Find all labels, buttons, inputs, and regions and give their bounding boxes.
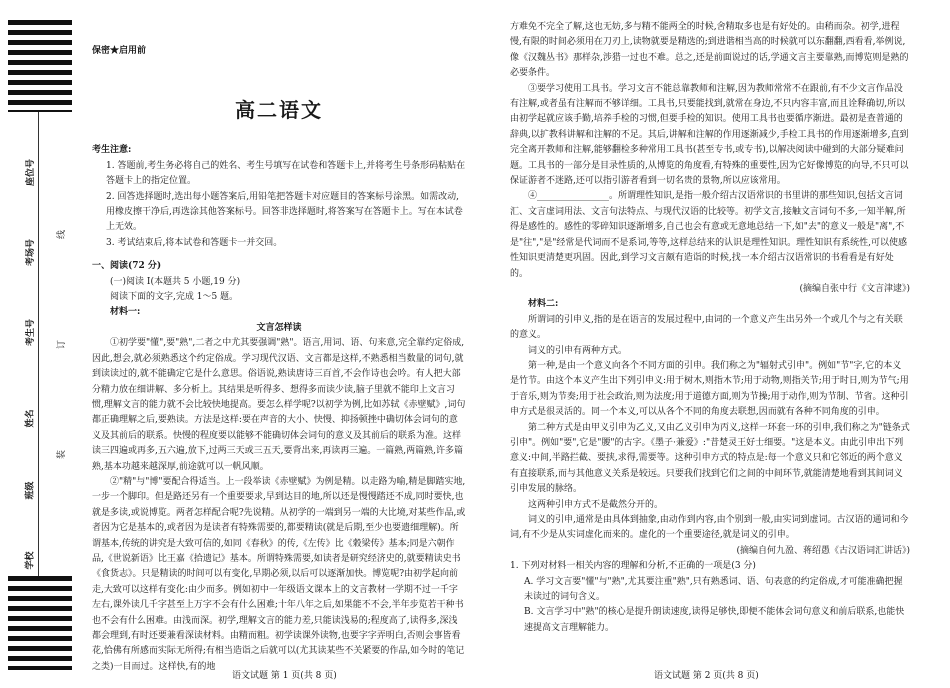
paragraph-4: ④________________。所谓理性知识,是指一般介绍古汉语常识的书里讲的那些知识,包括文言词汇、文言虚词用法、文言句法特点、与现代汉语的比较等。初学文言,接触文言词句不多,一知半解,所得是感性的。感性的零碎知识逐渐增多,自己也会有意或无意地总结一下,如"去"的意义一般是"离",不是"往","是"经常是代词而不是系词,等等,这样总结来的认识是理性知识。理性知识有系统性,可以使感性知识更清楚更巩固。因此,到学习文言颇有造诣的时候,找一本介绍古汉语常识的书看看是有好处的。	[510, 191, 908, 279]
note-1: 1. 答题前,考生务必将自己的姓名、考生号填写在试卷和答题卡上,并将考生号条形码粘贴在答题卡上的指定位置。	[106, 160, 466, 187]
source-1: (摘编自张中行《文言津逮》)	[799, 283, 910, 294]
bottom-binding-stripes	[8, 576, 72, 670]
seat-number-label: 座位号	[26, 158, 37, 187]
m2-paragraph-4: 第二种方式是由甲义引申为乙义,又由乙义引申为丙义,这样一环套一环的引申,我们称之为"链条式引申"。例如"要",它是"腰"的古字。《墨子·兼爱》:"昔楚灵王好士细要。"这是本义。由此引申出下列意义:中间,半路拦截、要挟,求得,需要等。这种引申方式的特点是:每一个意义只和它邻近的两个意义有直接联系,而与其他意义关系是较远。只要我们找到它们之间的中间环节,就能清楚地看到其间词义引申发展的脉络。	[510, 422, 910, 495]
binding-margin	[0, 0, 90, 688]
candidate-number-label: 考生号	[26, 318, 37, 347]
m2-paragraph-3: 第一种,是由一个意义向各个不同方面的引申。我们称之为"辐射式引申"。例如"节"字,它的本义是竹节。由这个本义产生出下列引申义:用于树木,则指木节;用于动物,则指关节;用于时日,则为节气;用于音乐,则为节奏;用于社会政治,则为法度;用于道德方面,则为节操;用于动作,则为节制、节省。这种引申方式是很灵活的。同一个本义,可以从各个不同的角度去联想,因而就有各种不同角度的引申。	[510, 360, 909, 418]
class-label: 班级	[25, 481, 36, 500]
subsection-heading: (一)阅读 I(本题共 5 小题,19 分)	[110, 276, 241, 287]
bind-mark: 订	[57, 339, 68, 350]
material-1-label: 材料一:	[110, 307, 141, 318]
source-2: (摘编自何九盈、蒋绍愚《古汉语词汇讲话》)	[736, 545, 910, 556]
paragraph-2: ②"精"与"博"要配合得适当。上一段举读《赤壁赋》为例是精。以走路为喻,精是脚踏实地,一步一个脚印。但是路还另有一个重要要求,早到达目的地,所以还是慢慢踏还不成,同时要快,也就是多读,或说博览。两者怎样配合呢?先说精。从初学的一端到另一端的大比境,对某些作品,或者因为它是基本的,或者因为是读者有特殊需要的,都要精读(就是后期,至少也要遗细理解)。所谓基本,传统的讲究是大致可信的,如同《春秋》的传,《左传》比《穀梁传》基本;同是六朝作品,《世说新语》比王嘉《拾遗记》基本。所谓特殊需要,如读者是研究经济史的,就要精读史书《食货志》。只是精读的时间可以有变化,早期必须,以后可以逐渐加快。博览呢?由初学起向前走,大致可以这样有变化:由少而多。例如初中一年级语文课本上的文言教材一学期不过一千字左右,课外读几千字甚至上万字不会有什么困难;十年八年之后,如果能不不会,半年步览若干种书也不会有什么困难。由浅而深。初学,理解文言的能力差,只能读浅易的;程度高了,读得多,深浅都会理到,有时还要兼看深读材料。由精而粗。初学读课外读物,也要字字弄明白,否则会事皆看花,恰佛有所感而实际无所得;有相当造诣之后就可以(尤其读某些不关紧要的作品,如今时的笔记之类)一目而过。这样快,有的地	[92, 476, 466, 672]
m2-paragraph-2: 词义的引申有两种方式。	[528, 345, 628, 356]
instruction: 阅读下面的文字,完成 1～5 题。	[110, 292, 239, 303]
m2-paragraph-1: 所谓词的引申义,指的是在语言的发展过程中,由词的一个意义产生出另外一个或几个与之有关联的意义。	[510, 314, 903, 341]
m2-paragraph-6: 词义的引申,通常是由具体到抽象,由动作到内容,由个别到一般,由实词到虚词。古汉语的通词和今词,有不少是从实词虚化而来的。虚化的一个重要途径,就是词义的引申。	[510, 515, 909, 541]
page-footer-1: 语文试题 第 1 页(共 8 页)	[232, 671, 337, 681]
paragraph-3: ③要学习使用工具书。学习文言不能总靠教师和注解,因为教师常常不在跟前,有不少文言作品没有注解,或者虽有注解而不够详细。工具书,只要能找到,就常在身边,不只内容丰富,而且诠释确切,所以由初学起就应该手勤,培养手检的习惯,但要手检的知识。使用工具书也要循序渐进。最初是查普通的辞典,以扩教科讲解和注解的不足。其后,讲解和注解的作用逐渐减少,手检工具书的作用逐渐增多,直到完全离开教师和注解,能够翻检多种常用工具书(甚至专书,或专书),以解决阅读中碰到的大部分疑难问题。工具书的一部分是目录性质的,从博览的角度看,有特殊的重要性,因为它好像博览的向导,不只可以保证游者不迷路,还可以指引游者看到一切名贵的景物,所以应该常用。	[510, 83, 909, 187]
note-3: 3. 考试结束后,将本试卷和答题卡一并交回。	[106, 237, 283, 248]
page-footer-2: 语文试题 第 2 页(共 8 页)	[654, 671, 759, 681]
option-b: B. 文言学习中"熟"的核心是提升朗读速度,读得足够快,即便不能体会词句意义和前后联系,也能快速提高文言理解能力。	[524, 607, 905, 633]
note-2: 2. 回答选择题时,选出每小题答案后,用铅笔把答题卡对应题目的答案标号涂黑。如需改动,用橡皮擦干净后,再选涂其他答案标号。回答非选择题时,将答案写在答题卡上。写在本试卷上无效。	[106, 191, 463, 233]
article-title: 文言怎样读	[256, 322, 302, 333]
question-1: 1. 下列对材料一相关内容的理解和分析,不正确的一项是(3 分)	[510, 561, 756, 572]
paragraph-1: ①初学要"懂",要"熟",二者之中尤其要强调"熟"。语言,用词、语、句来意,完全靠约定俗成,因此,想会,就必须熟悉这个约定俗成。学习现代汉语、文言都是这样,不熟悉相当数量的词句,就到读读过的,就不能确定它是什么意思。俗语说,熟读唐诗三百首,不会作诗也会吟。有人把大部分精力放在细讲解、多分析上。其结果是听得多、想得多而读少读,脑子里就不能印上文言习惯,理解文言的能力就不会比较快地提高。要怎么样学呢?以初学为例,比如苏轼《赤壁赋》,词句都正确理解之后,要熟读。方法是这样:要在声音的大小、快慢、抑扬顿挫中确切体会词句的意义及其前后的联系。快慢的程度要以能够不能确切体会词句的意义及其前后的联系为准。这样读三四遍或再多,五六遍,放下,过两三天或三五天,要背出来,再读再三遍。一篇熟,两篇熟,许多篇熟,基本功越来越深厚,前途就可以一帆风顺。	[92, 338, 466, 472]
paragraph-2-cont: 方难免不完全了解,这也无妨,多与精不能两全的时候,舍精取多也是有好处的。由稍而杂。初学,进程慢,有限的时间必须用在刀刃上,读物就要是精选的;到进谐相当高的时候就可以东翻翻,西看看,举例说,像《汉魏丛书》那样杂,涉猎一过也不难。总之,还是前面说过的话,学通文言主要靠熟,而博览则是熟的必要条件。	[510, 22, 909, 79]
material-2-label: 材料二:	[528, 299, 559, 310]
exam-room-label: 考场号	[26, 238, 37, 267]
right-column	[510, 20, 910, 636]
line-mark: 线	[57, 229, 68, 240]
name-label: 姓名	[25, 409, 36, 428]
section-heading: 一、阅读(72 分)	[92, 261, 162, 272]
top-binding-stripes	[8, 20, 72, 112]
school-label: 学校	[25, 551, 36, 570]
confidential-mark: 保密★启用前	[92, 46, 147, 56]
page-title: 高二语文	[235, 98, 323, 123]
staple-mark: 装	[57, 449, 68, 460]
binding-line	[38, 112, 39, 576]
notes-title: 考生注意:	[92, 145, 132, 156]
left-column	[92, 44, 466, 675]
m2-paragraph-5: 这两种引申方式不是截然分开的。	[528, 499, 664, 510]
option-a: A. 学习文言要"懂"与"熟",尤其要注重"熟",只有熟悉词、语、句表意的约定俗成,才可能准确把握未读过的词句含义。	[524, 576, 903, 603]
